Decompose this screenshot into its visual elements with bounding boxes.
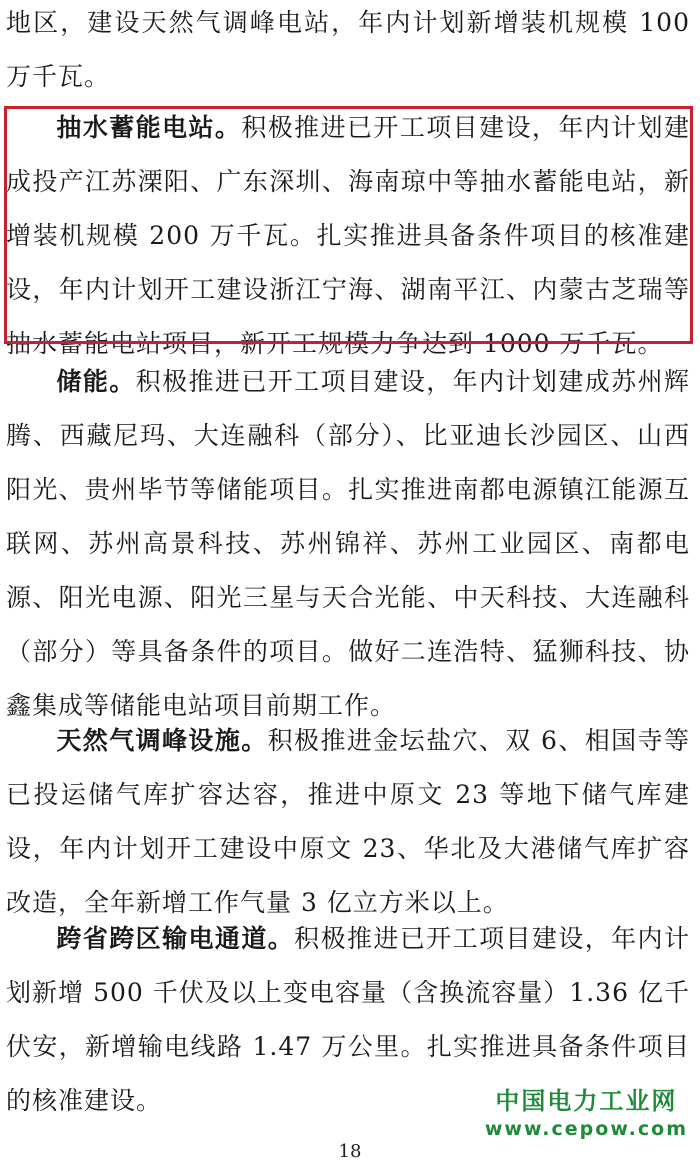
paragraph-text: 积极推进已开工项目建设，年内计划新增 500 千伏及以上变电容量（含换流容量）1.36 亿千伏安，新增输电线路 1.47 万公里。扎实推进具备条件项目的核准建设。: [6, 924, 690, 1115]
paragraph-energy-storage: [6, 355, 690, 733]
paragraph-text: 积极推进金坛盐穴、双 6、相国寺等已投运储气库扩容达容，推进中原文 23 等地下储气库建设，年内计划开工建设中原文 23、华北及大港储气库扩容改造，全年新增工作气量 3 亿立方米以上。: [6, 726, 690, 917]
paragraph-gas-peaking-continuation: [6, 0, 690, 104]
watermark-name: 中国电力工业网: [495, 1087, 678, 1115]
paragraph-text: 积极推进已开工项目建设，年内计划建成投产江苏溧阳、广东深圳、海南琼中等抽水蓄能电站，新增装机规模 200 万千瓦。扎实推进具备条件项目的核准建设，年内计划开工建设浙江宁海、湖南平江、内蒙古芝瑞等抽水蓄能电站项目，新开工规模力争达到 1000 万千瓦。: [6, 113, 690, 358]
paragraph-pumped-storage: [6, 101, 690, 371]
section-heading: 抽水蓄能电站。: [56, 113, 242, 142]
section-heading: 储能。: [56, 367, 136, 396]
watermark-url: www.cepow.com: [484, 1118, 688, 1140]
paragraph-gas-peaking-facilities: [6, 714, 690, 930]
page-number: 18: [338, 1141, 362, 1162]
section-heading: 跨省跨区输电通道。: [56, 924, 295, 953]
paragraph-text: 积极推进已开工项目建设，年内计划建成苏州辉腾、西藏尼玛、大连融科（部分）、比亚迪长沙园区、山西阳光、贵州毕节等储能项目。扎实推进南都电源镇江能源互联网、苏州高景科技、苏州锦祥、苏州工业园区、南都电源、阳光电源、阳光三星与天合光能、中天科技、大连融科（部分）等具备条件的项目。做好二连浩特、猛狮科技、协鑫集成等储能电站项目前期工作。: [6, 367, 690, 720]
watermark-logo: [485, 1086, 688, 1142]
section-heading: 天然气调峰设施。: [56, 726, 268, 755]
paragraph-text: 地区，建设天然气调峰电站，年内计划新增装机规模 100 万千瓦。: [6, 8, 690, 91]
